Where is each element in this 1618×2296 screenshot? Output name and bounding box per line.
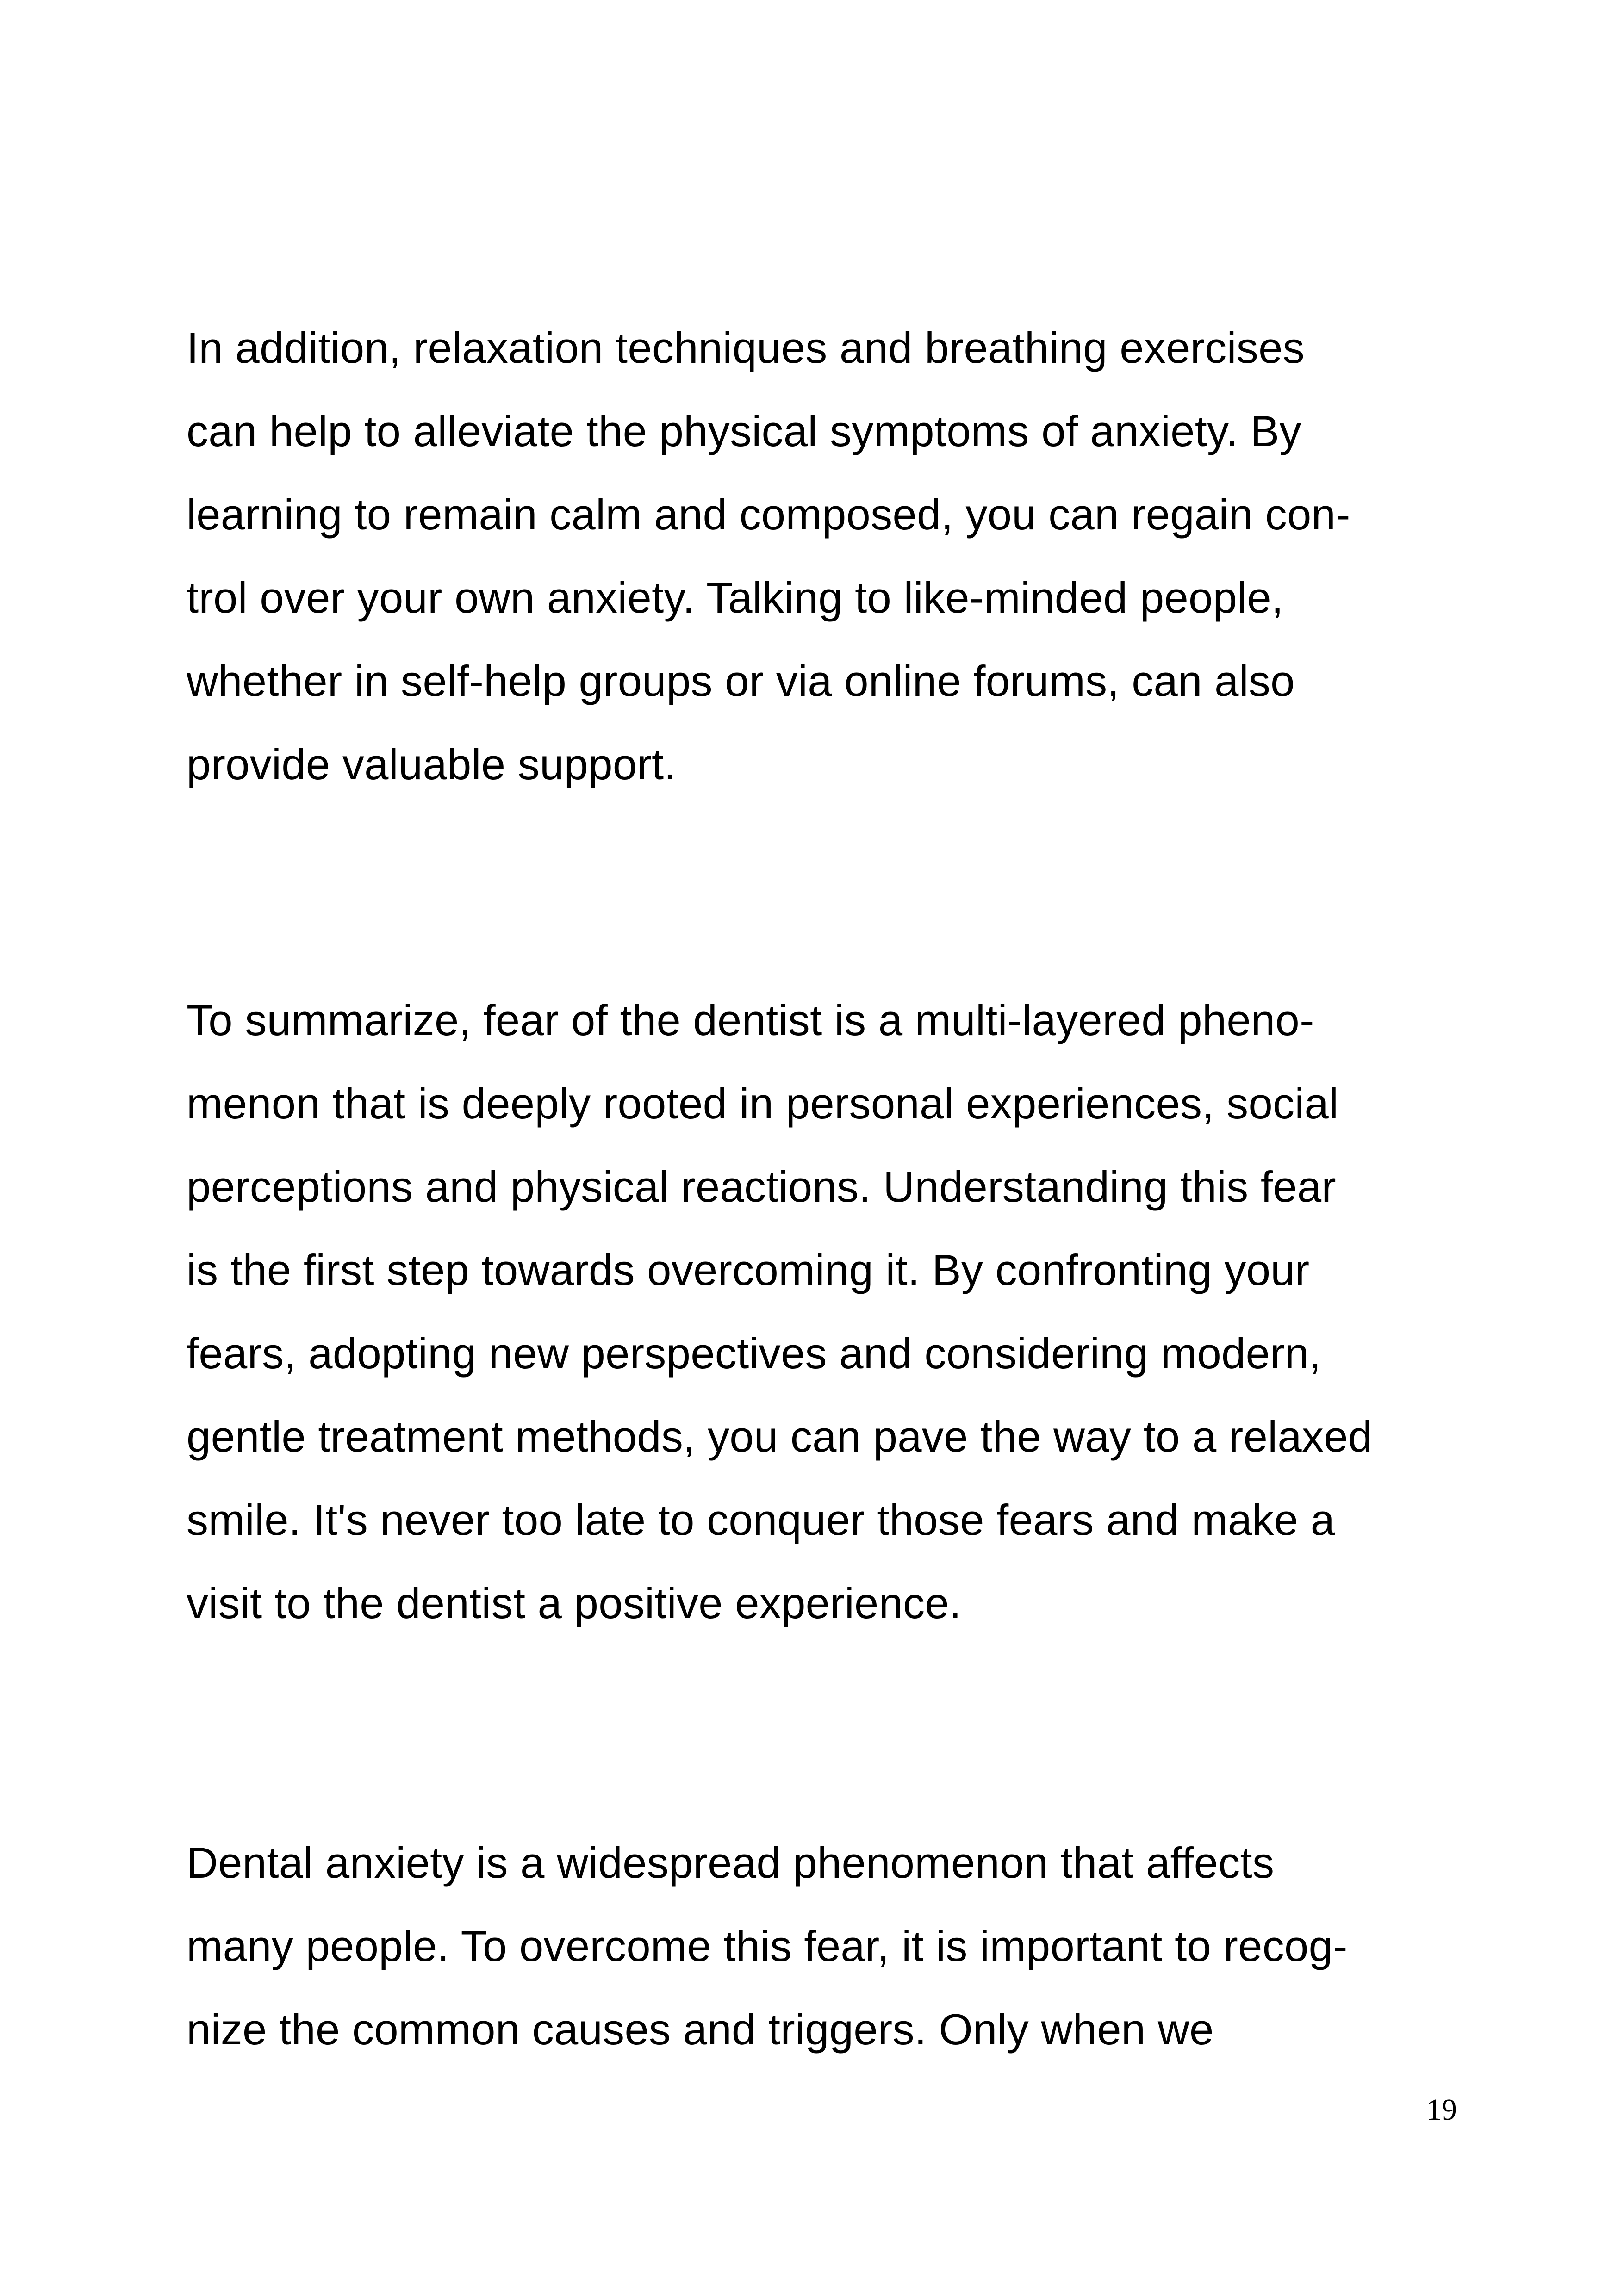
text-line: gentle treatment methods, you can pave the way to a relaxed: [187, 1412, 1373, 1461]
paragraph-dental-anxiety: [187, 1821, 1348, 2071]
text-line: fears, adopting new perspectives and considering modern,: [187, 1329, 1321, 1378]
text-line: To summarize, fear of the dentist is a multi-layered pheno-: [187, 996, 1314, 1044]
text-line: perceptions and physical reactions. Understanding this fear: [187, 1162, 1337, 1211]
text-line: can help to alleviate the physical symptoms of anxiety. By: [187, 407, 1301, 455]
text-line: visit to the dentist a positive experience.: [187, 1579, 962, 1627]
text-line: provide valuable support.: [187, 740, 676, 788]
page-number: 19: [1426, 2093, 1457, 2127]
text-line: smile. It's never too late to conquer those fears and make a: [187, 1496, 1335, 1544]
text-line: trol over your own anxiety. Talking to like-minded people,: [187, 573, 1284, 622]
text-line: learning to remain calm and composed, you can regain con-: [187, 490, 1350, 539]
text-line: In addition, relaxation techniques and breathing exercises: [187, 323, 1305, 372]
text-line: whether in self-help groups or via online forums, can also: [187, 657, 1295, 705]
text-line: menon that is deeply rooted in personal experiences, social: [187, 1079, 1339, 1128]
text-line: nize the common causes and triggers. Only when we: [187, 2005, 1214, 2054]
paragraph-relaxation: [187, 306, 1350, 806]
text-line: Dental anxiety is a widespread phenomenon that affects: [187, 1838, 1275, 1887]
paragraph-summary: [187, 979, 1372, 1645]
text-line: many people. To overcome this fear, it is important to recog-: [187, 1922, 1348, 1970]
text-line: is the first step towards overcoming it. By confronting your: [187, 1246, 1310, 1294]
